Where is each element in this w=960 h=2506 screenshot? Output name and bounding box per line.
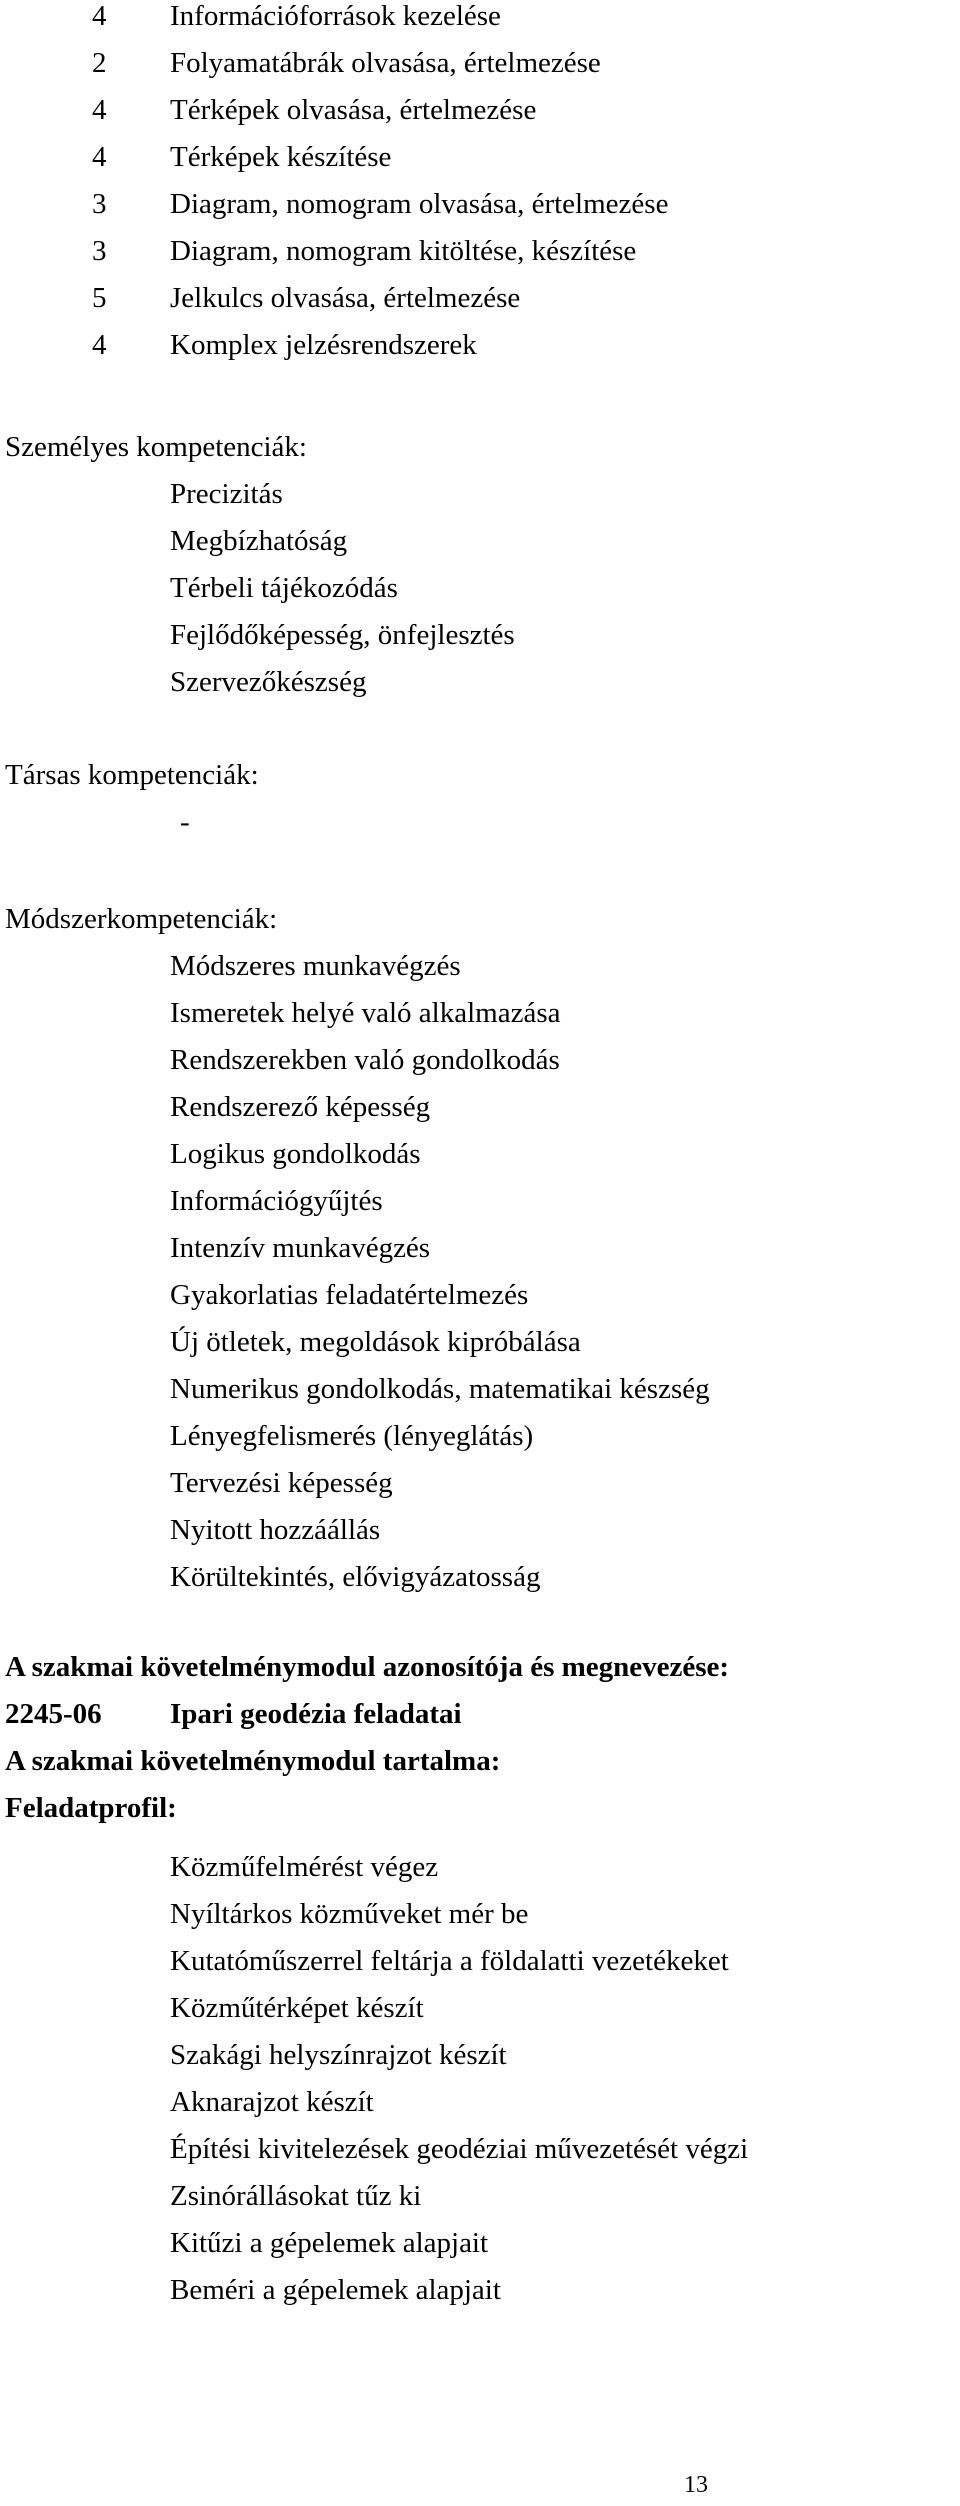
method-competencies-section — [0, 896, 960, 1601]
skill-label: Térképek olvasása, értelmezése — [170, 94, 537, 126]
skill-level: 3 — [92, 188, 107, 220]
module-code-line — [0, 1691, 960, 1738]
list-item: Rendszerekben való gondolkodás — [170, 1044, 560, 1076]
list-item: Információgyűjtés — [170, 1185, 383, 1217]
skill-level: 4 — [92, 141, 107, 173]
list-item: Precizitás — [170, 478, 283, 510]
skill-label: Jelkulcs olvasása, értelmezése — [170, 282, 521, 314]
list-item: Intenzív munkavégzés — [170, 1232, 431, 1264]
list-item: Ismeretek helyé való alkalmazása — [170, 997, 561, 1029]
list-item: Körültekintés, elővigyázatosság — [170, 1561, 541, 1593]
skill-label: Komplex jelzésrendszerek — [170, 329, 477, 361]
list-item: Zsinórállásokat tűz ki — [170, 2180, 422, 2212]
skill-label: Diagram, nomogram olvasása, értelmezése — [170, 188, 669, 220]
skill-label: Információforrások kezelése — [170, 0, 501, 32]
skill-level: 4 — [92, 0, 107, 32]
personal-competencies-title: Személyes kompetenciák: — [5, 431, 307, 463]
list-item: Kitűzi a gépelemek alapjait — [170, 2227, 489, 2259]
list-item: Nyíltárkos közműveket mér be — [170, 1898, 529, 1930]
list-item: Kutatóműszerrel feltárja a földalatti vezetékeket — [170, 1945, 729, 1977]
list-item: Építési kivitelezések geodéziai művezetését végzi — [170, 2133, 749, 2165]
skill-level: 2 — [92, 47, 107, 79]
skill-rating-row — [0, 181, 960, 228]
module-id-heading: A szakmai követelménymodul azonosítója és megnevezése: — [5, 1651, 730, 1683]
list-item: Módszeres munkavégzés — [170, 950, 461, 982]
list-item: Fejlődőképesség, önfejlesztés — [170, 619, 515, 651]
skill-rating-row — [0, 87, 960, 134]
list-item: Numerikus gondolkodás, matematikai készség — [170, 1373, 710, 1405]
skill-rating-row — [0, 134, 960, 181]
skill-rating-row — [0, 40, 960, 87]
page-number: 13 — [684, 2472, 708, 2498]
skill-level: 5 — [92, 282, 107, 314]
list-item: Szakági helyszínrajzot készít — [170, 2039, 507, 2071]
list-item: Megbízhatóság — [170, 525, 348, 557]
task-profile-heading: Feladatprofil: — [5, 1792, 177, 1824]
list-item: Gyakorlatias feladatértelmezés — [170, 1279, 529, 1311]
list-item: - — [180, 806, 190, 838]
module-code: 2245-06 — [5, 1698, 102, 1730]
list-item: Logikus gondolkodás — [170, 1138, 421, 1170]
module-content-heading: A szakmai követelménymodul tartalma: — [5, 1745, 501, 1777]
list-item: Aknarajzot készít — [170, 2086, 374, 2118]
list-item: Új ötletek, megoldások kipróbálása — [170, 1326, 581, 1358]
skill-label: Térképek készítése — [170, 141, 392, 173]
skill-rating-row — [0, 228, 960, 275]
list-item: Közműfelmérést végez — [170, 1851, 439, 1883]
task-list — [0, 1844, 960, 2314]
skill-rating-row — [0, 275, 960, 322]
list-item: Tervezési képesség — [170, 1467, 393, 1499]
list-item: Lényegfelismerés (lényeglátás) — [170, 1420, 534, 1452]
skill-rating-list — [0, 0, 960, 369]
personal-competencies-section — [0, 424, 960, 706]
method-competencies-title: Módszerkompetenciák: — [5, 903, 278, 935]
module-section — [0, 1644, 960, 1832]
list-item: Rendszerező képesség — [170, 1091, 431, 1123]
skill-label: Diagram, nomogram kitöltése, készítése — [170, 235, 637, 267]
social-competencies-title: Társas kompetenciák: — [5, 759, 259, 791]
skill-rating-row — [0, 322, 960, 369]
skill-level: 4 — [92, 329, 107, 361]
list-item: Térbeli tájékozódás — [170, 572, 398, 604]
list-item: Nyitott hozzáállás — [170, 1514, 381, 1546]
module-name: Ipari geodézia feladatai — [170, 1698, 462, 1730]
skill-level: 3 — [92, 235, 107, 267]
skill-rating-row — [0, 0, 960, 40]
list-item: Beméri a gépelemek alapjait — [170, 2274, 501, 2306]
skill-label: Folyamatábrák olvasása, értelmezése — [170, 47, 601, 79]
social-competencies-section — [0, 752, 960, 846]
skill-level: 4 — [92, 94, 107, 126]
list-item: Közműtérképet készít — [170, 1992, 424, 2024]
list-item: Szervezőkészség — [170, 666, 367, 698]
